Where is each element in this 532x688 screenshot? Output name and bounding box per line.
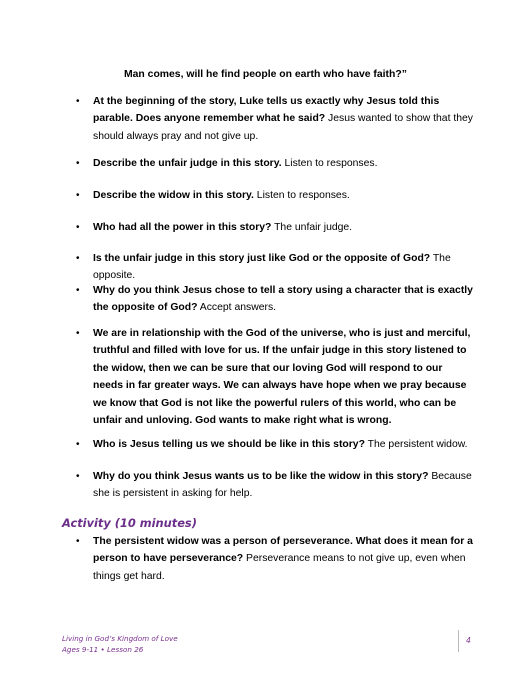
question: Why do you think Jesus wants us to be like the widow in this story? xyxy=(93,471,429,482)
question: Describe the widow in this story. xyxy=(93,190,254,201)
continued-quote: Man comes, will he find people on earth who have faith?” xyxy=(124,69,407,80)
list-item xyxy=(76,219,473,236)
question: Is the unfair judge in this story just like God or the opposite of God? xyxy=(93,253,431,264)
question: Who is Jesus telling us we should be like in this story? xyxy=(93,439,365,450)
bullet: • xyxy=(76,536,80,547)
answer: The opposite. xyxy=(93,253,451,282)
list-item xyxy=(76,468,473,503)
list-item xyxy=(76,282,473,317)
bullet: • xyxy=(76,158,80,169)
answer: The unfair judge. xyxy=(271,222,353,233)
question: Describe the unfair judge in this story. xyxy=(93,158,282,169)
footer xyxy=(62,633,178,655)
question: Who had all the power in this story? xyxy=(93,222,272,233)
answer: Listen to responses. xyxy=(281,158,378,169)
list-item xyxy=(76,436,473,453)
list-item xyxy=(76,155,473,172)
list-item xyxy=(76,533,473,585)
list-item xyxy=(76,325,473,429)
list-item xyxy=(76,250,473,285)
answer: Listen to responses. xyxy=(253,190,350,201)
footer-lesson: Ages 9-11 • Lesson 26 xyxy=(62,645,144,654)
bullet: • xyxy=(76,222,80,233)
answer: The persistent widow. xyxy=(364,439,468,450)
bullet: • xyxy=(76,253,80,264)
bullet: • xyxy=(76,439,80,450)
activity-heading: Activity (10 minutes) xyxy=(62,516,197,530)
bullet: • xyxy=(76,96,80,107)
question: At the beginning of the story, Luke tells us exactly why Jesus told this parable. Does anyone remember what he said? xyxy=(93,96,440,125)
page-number: 4 xyxy=(466,636,471,645)
list-item xyxy=(76,93,474,145)
bullet: • xyxy=(76,285,80,296)
list-item xyxy=(76,187,473,204)
answer: Perseverance means to not give up, even when things get hard. xyxy=(93,553,466,582)
bullet: • xyxy=(76,328,80,339)
bullet: • xyxy=(76,471,80,482)
answer: Because she is persistent in asking for help. xyxy=(93,471,472,500)
footer-title: Living in God’s Kingdom of Love xyxy=(62,634,178,643)
answer: Jesus wanted to show that they should always pray and not give up. xyxy=(93,113,474,142)
answer: Accept answers. xyxy=(197,302,277,314)
question: We are in relationship with the God of the universe, who is just and merciful, truthful and filled with love for us. If the unfair judge in this story listened to the widow, then we can be sure that our loving God will respond to our needs in far greater ways. We can always have hope when we pray because we know that God is not like the powerful rulers of this world, who can be unfair and unloving. God wants to make right what is wrong. xyxy=(93,328,471,427)
question: The persistent widow was a person of perseverance. What does it mean for a person to have perseverance? xyxy=(93,536,473,565)
footer-divider xyxy=(458,630,459,652)
question: Why do you think Jesus chose to tell a story using a character that is exactly the opposite of God? xyxy=(93,285,473,314)
bullet: • xyxy=(76,190,80,201)
